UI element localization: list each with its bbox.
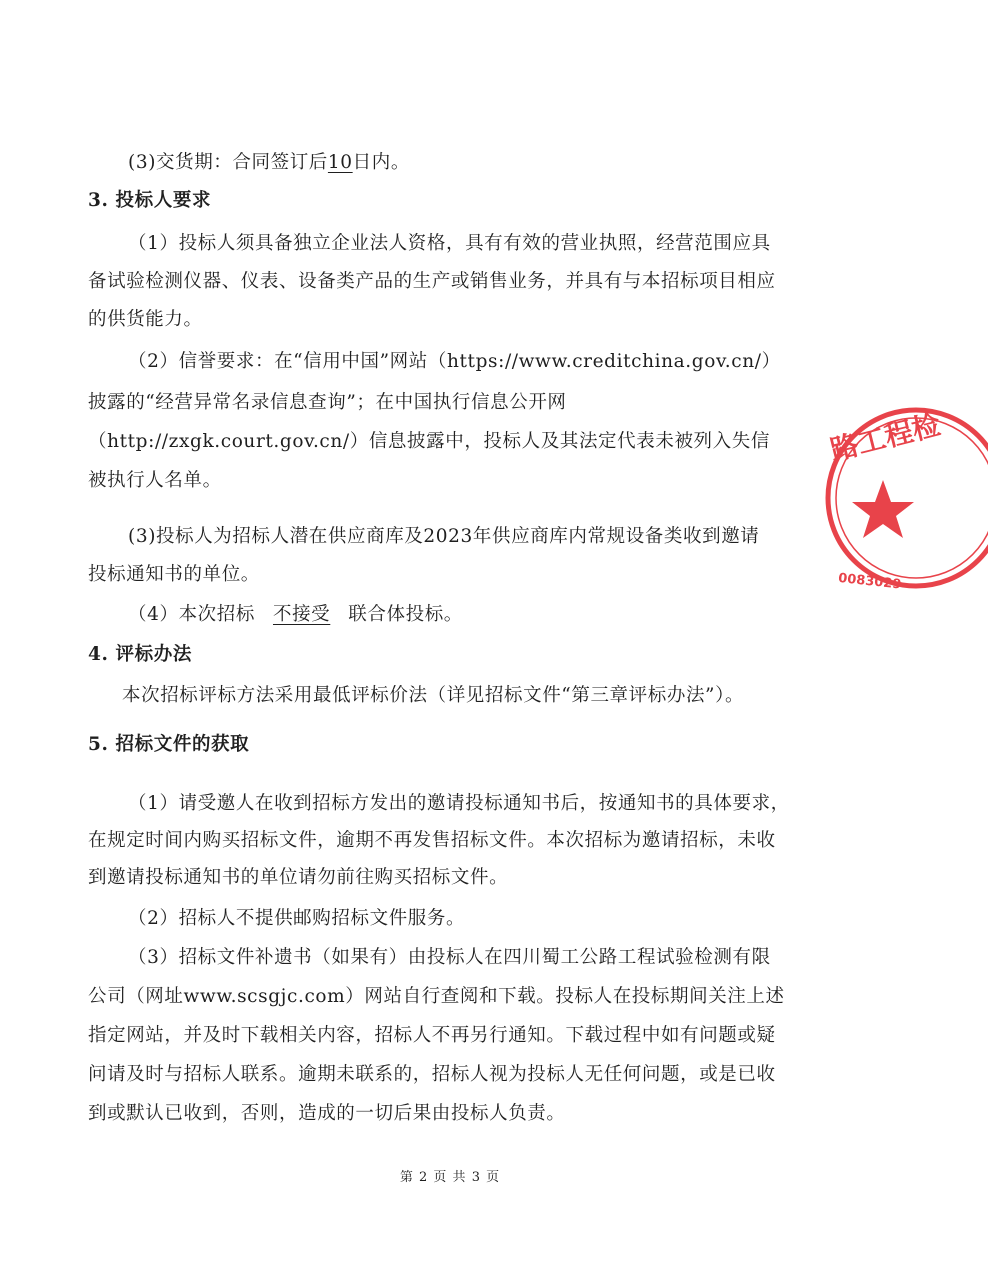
paragraph-line: 指定网站，并及时下载相关内容，招标人不再另行通知。下载过程中如有问题或疑 xyxy=(88,1025,776,1046)
paragraph-line: 备试验检测仪器、仪表、设备类产品的生产或销售业务，并具有与本招标项目相应 xyxy=(88,271,776,292)
page-number-footer: 第 2 页 共 3 页 xyxy=(399,1170,501,1185)
consortium-line: （4）本次招标 不接受 联合体投标。 xyxy=(128,604,463,625)
delivery-days-value: 10 xyxy=(327,152,353,173)
company-seal-stamp xyxy=(818,402,944,598)
paragraph-line: 披露的“经营异常名录信息查询”；在中国执行信息公开网 xyxy=(88,392,567,413)
consortium-value: 不接受 xyxy=(272,604,331,625)
paragraph-line: （2）信誉要求：在“信用中国”网站（https://www.creditchina.gov.cn/） xyxy=(128,351,781,372)
seal-star-icon xyxy=(852,480,914,538)
paragraph-line: 投标通知书的单位。 xyxy=(88,564,260,585)
delivery-period-line: (3)交货期：合同签订后10日内。 xyxy=(128,152,410,173)
section-heading-document-acquisition: 5. 招标文件的获取 xyxy=(88,734,250,755)
paragraph-line: 到邀请投标通知书的单位请勿前往购买招标文件。 xyxy=(88,867,509,888)
paragraph-line: 在规定时间内购买招标文件，逾期不再发售招标文件。本次招标为邀请招标，未收 xyxy=(88,830,776,851)
paragraph-line: （1）请受邀人在收到招标方发出的邀请投标通知书后，按通知书的具体要求， xyxy=(128,793,790,814)
paragraph-line: （3）招标文件补遗书（如果有）由投标人在四川蜀工公路工程试验检测有限 xyxy=(128,947,771,968)
paragraph-line: 本次招标评标方法采用最低评标价法（详见招标文件“第三章评标办法”）。 xyxy=(122,685,745,706)
section-heading-bidder-requirements: 3. 投标人要求 xyxy=(88,190,212,211)
paragraph-line: (3)投标人为招标人潜在供应商库及2023年供应商库内常规设备类收到邀请 xyxy=(128,526,760,547)
paragraph-line: 被执行人名单。 xyxy=(88,470,222,491)
paragraph-line: 问请及时与招标人联系。逾期未联系的，招标人视为投标人无任何问题，或是已收 xyxy=(88,1064,776,1085)
paragraph-line: 公司（网址www.scsgjc.com）网站自行查阅和下载。投标人在投标期间关注上述 xyxy=(88,986,785,1007)
section-heading-evaluation: 4. 评标办法 xyxy=(88,644,192,665)
seal-text-top: 路工程检 xyxy=(826,407,944,468)
paragraph-line: 的供货能力。 xyxy=(88,309,203,330)
paragraph-line: （http://zxgk.court.gov.cn/）信息披露中，投标人及其法定代表未被列入失信 xyxy=(88,431,770,452)
paragraph-line: 到或默认已收到，否则，造成的一切后果由投标人负责。 xyxy=(88,1103,566,1124)
paragraph-line: （2）招标人不提供邮购招标文件服务。 xyxy=(128,908,466,929)
seal-icon xyxy=(818,402,988,598)
seal-text-bottom: 0083029 xyxy=(837,570,903,593)
paragraph-line: （1）投标人须具备独立企业法人资格，具有有效的营业执照，经营范围应具 xyxy=(128,233,771,254)
